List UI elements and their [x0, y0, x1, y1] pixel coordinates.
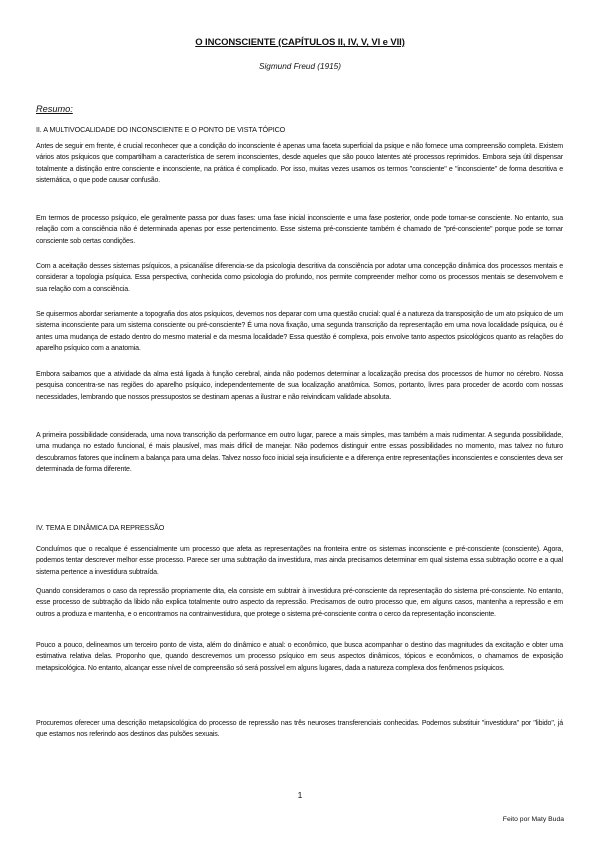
paragraph: Pouco a pouco, delineamos um terceiro ponto de vista, além do dinâmico e atual: o econômico, que busca acompanhar o destino das magnitudes da excitação e obter uma estimativa relativa delas. Proponho que, quando descrevemos um processo psíquico em seus aspectos dinâmicos, tópicos e econômicos, o chamamos de exposição metapsicológica. No entanto, alcançar esse nível de compreensão só será possível em alguns lugares, dada a natureza complexa dos fenômenos psíquicos.	[36, 642, 563, 672]
paragraph: Concluímos que o recalque é essencialmente um processo que afeta as representações na fronteira entre os sistemas inconsciente e pré-consciente (consciente). Agora, podemos tentar descrever melhor esse processo. Parece ser uma subtração da investidura, mas ainda precisamos determinar em qual sistema essa subtração ocorre e a qual sistema pertence a investidura subtraída.	[36, 546, 563, 576]
paragraph: Embora saibamos que a atividade da alma está ligada à função cerebral, ainda não podemos determinar a localização precisa dos processos de humor no cérebro. Nossa pesquisa concentra-se nas regiões do aparelho psíquico, independentemente de sua localização anatômica. Somos, portanto, livres para proceder de acordo com nossas necessidades, lembrando que nossos pressupostos se destinam apenas a ilustrar e não reivindicam validade absoluta.	[36, 371, 563, 401]
paragraph: Procuremos oferecer uma descrição metapsicológica do processo de repressão nas três neuroses transferenciais conhecidas. Podemos substituir "investidura" por "libido", já que estamos nos referindo aos destinos das pulsões sexuais.	[36, 720, 563, 739]
paragraph: Quando consideramos o caso da repressão propriamente dita, ela consiste em subtrair à investidura pré-consciente da representação do sistema pré-consciente. No entanto, esse processo de subtração da libido não explica totalmente outro aspecto da repressão. Precisamos de outro processo que, em alguns casos, mantenha a repressão e em outros a produza e mantenha, e o encontramos na contrainvestidura, que protege o sistema pré-consciente contra o cerco da representação inconsciente.	[36, 588, 563, 618]
paragraph: Antes de seguir em frente, é crucial reconhecer que a condição do inconsciente é apenas uma faceta superficial da psique e não fornece uma compreensão completa. Existem vários atos psíquicos que compartilham a característica de serem inconscientes, desde aqueles que são pouco latentes até processos reprimidos. Embora seja útil dispensar totalmente a distinção entre consciente e inconsciente, na prática é complicado. Por isso, muitas vezes usamos os termos "consciente" e "inconsciente" de forma descritiva e sistemática, o que pode causar confusão.	[36, 143, 563, 184]
author-credit: Feito por Maty Buda	[502, 816, 564, 823]
summary-label: Resumo:	[36, 104, 73, 114]
document-author: Sigmund Freud (1915)	[259, 62, 341, 71]
paragraph: Se quisermos abordar seriamente a topografia dos atos psíquicos, devemos nos deparar com uma questão crucial: qual é a natureza da transposição de um ato psíquico de um sistema inconsciente para um sistema consciente ou pré-consciente? É uma nova fixação, uma segunda transcrição da representação em uma nova localidade psíquica, ou é antes uma mudança de estado dentro do mesmo material e da mesma localidade? Essa questão é complexa, pois envolve tanto aspectos psicológicos quanto as relações do aparelho psíquico com a anatomia.	[36, 311, 563, 352]
section-heading: II. A MULTIVOCALIDADE DO INCONSCIENTE E O PONTO DE VISTA TÓPICO	[36, 125, 286, 134]
section-heading: IV. TEMA E DINÂMICA DA REPRESSÃO	[36, 523, 165, 532]
paragraph: Com a aceitação desses sistemas psíquicos, a psicanálise diferencia-se da psicologia descritiva da consciência por adotar uma concepção dinâmica dos processos mentais e considerar a topologia psíquica. Essa perspectiva, conhecida como psicologia do profundo, nos permite compreender melhor como os processos mentais se desenvolvem e sua relação com a consciência.	[36, 263, 563, 293]
paragraph: A primeira possibilidade considerada, uma nova transcrição da performance em outro lugar, parece a mais simples, mas também a mais rudimentar. A segunda possibilidade, uma mudança no estado funcional, é mais plausível, mas mais difícil de manejar. Não podemos distinguir entre essas possibilidades no momento, mas talvez no futuro descubramos fatores que inclinem a balança para uma delas. Talvez nosso foco inicial seja insuficiente e a diferença entre representações inconscientes e conscientes deva ser determinada de forma diferente.	[36, 432, 563, 473]
paragraph: Em termos de processo psíquico, ele geralmente passa por duas fases: uma fase inicial inconsciente e uma fase posterior, onde pode tornar-se consciente. No entanto, sua relação com a consciência não é determinada apenas por esse pertencimento. Esse sistema pré-consciente também é chamado de "pré-consciente" porque pode se tornar consciente sob certas condições.	[36, 215, 563, 245]
document-title: O INCONSCIENTE (CAPÍTULOS II, IV, V, VI e VII)	[195, 37, 405, 48]
page-number: 1	[297, 790, 303, 800]
